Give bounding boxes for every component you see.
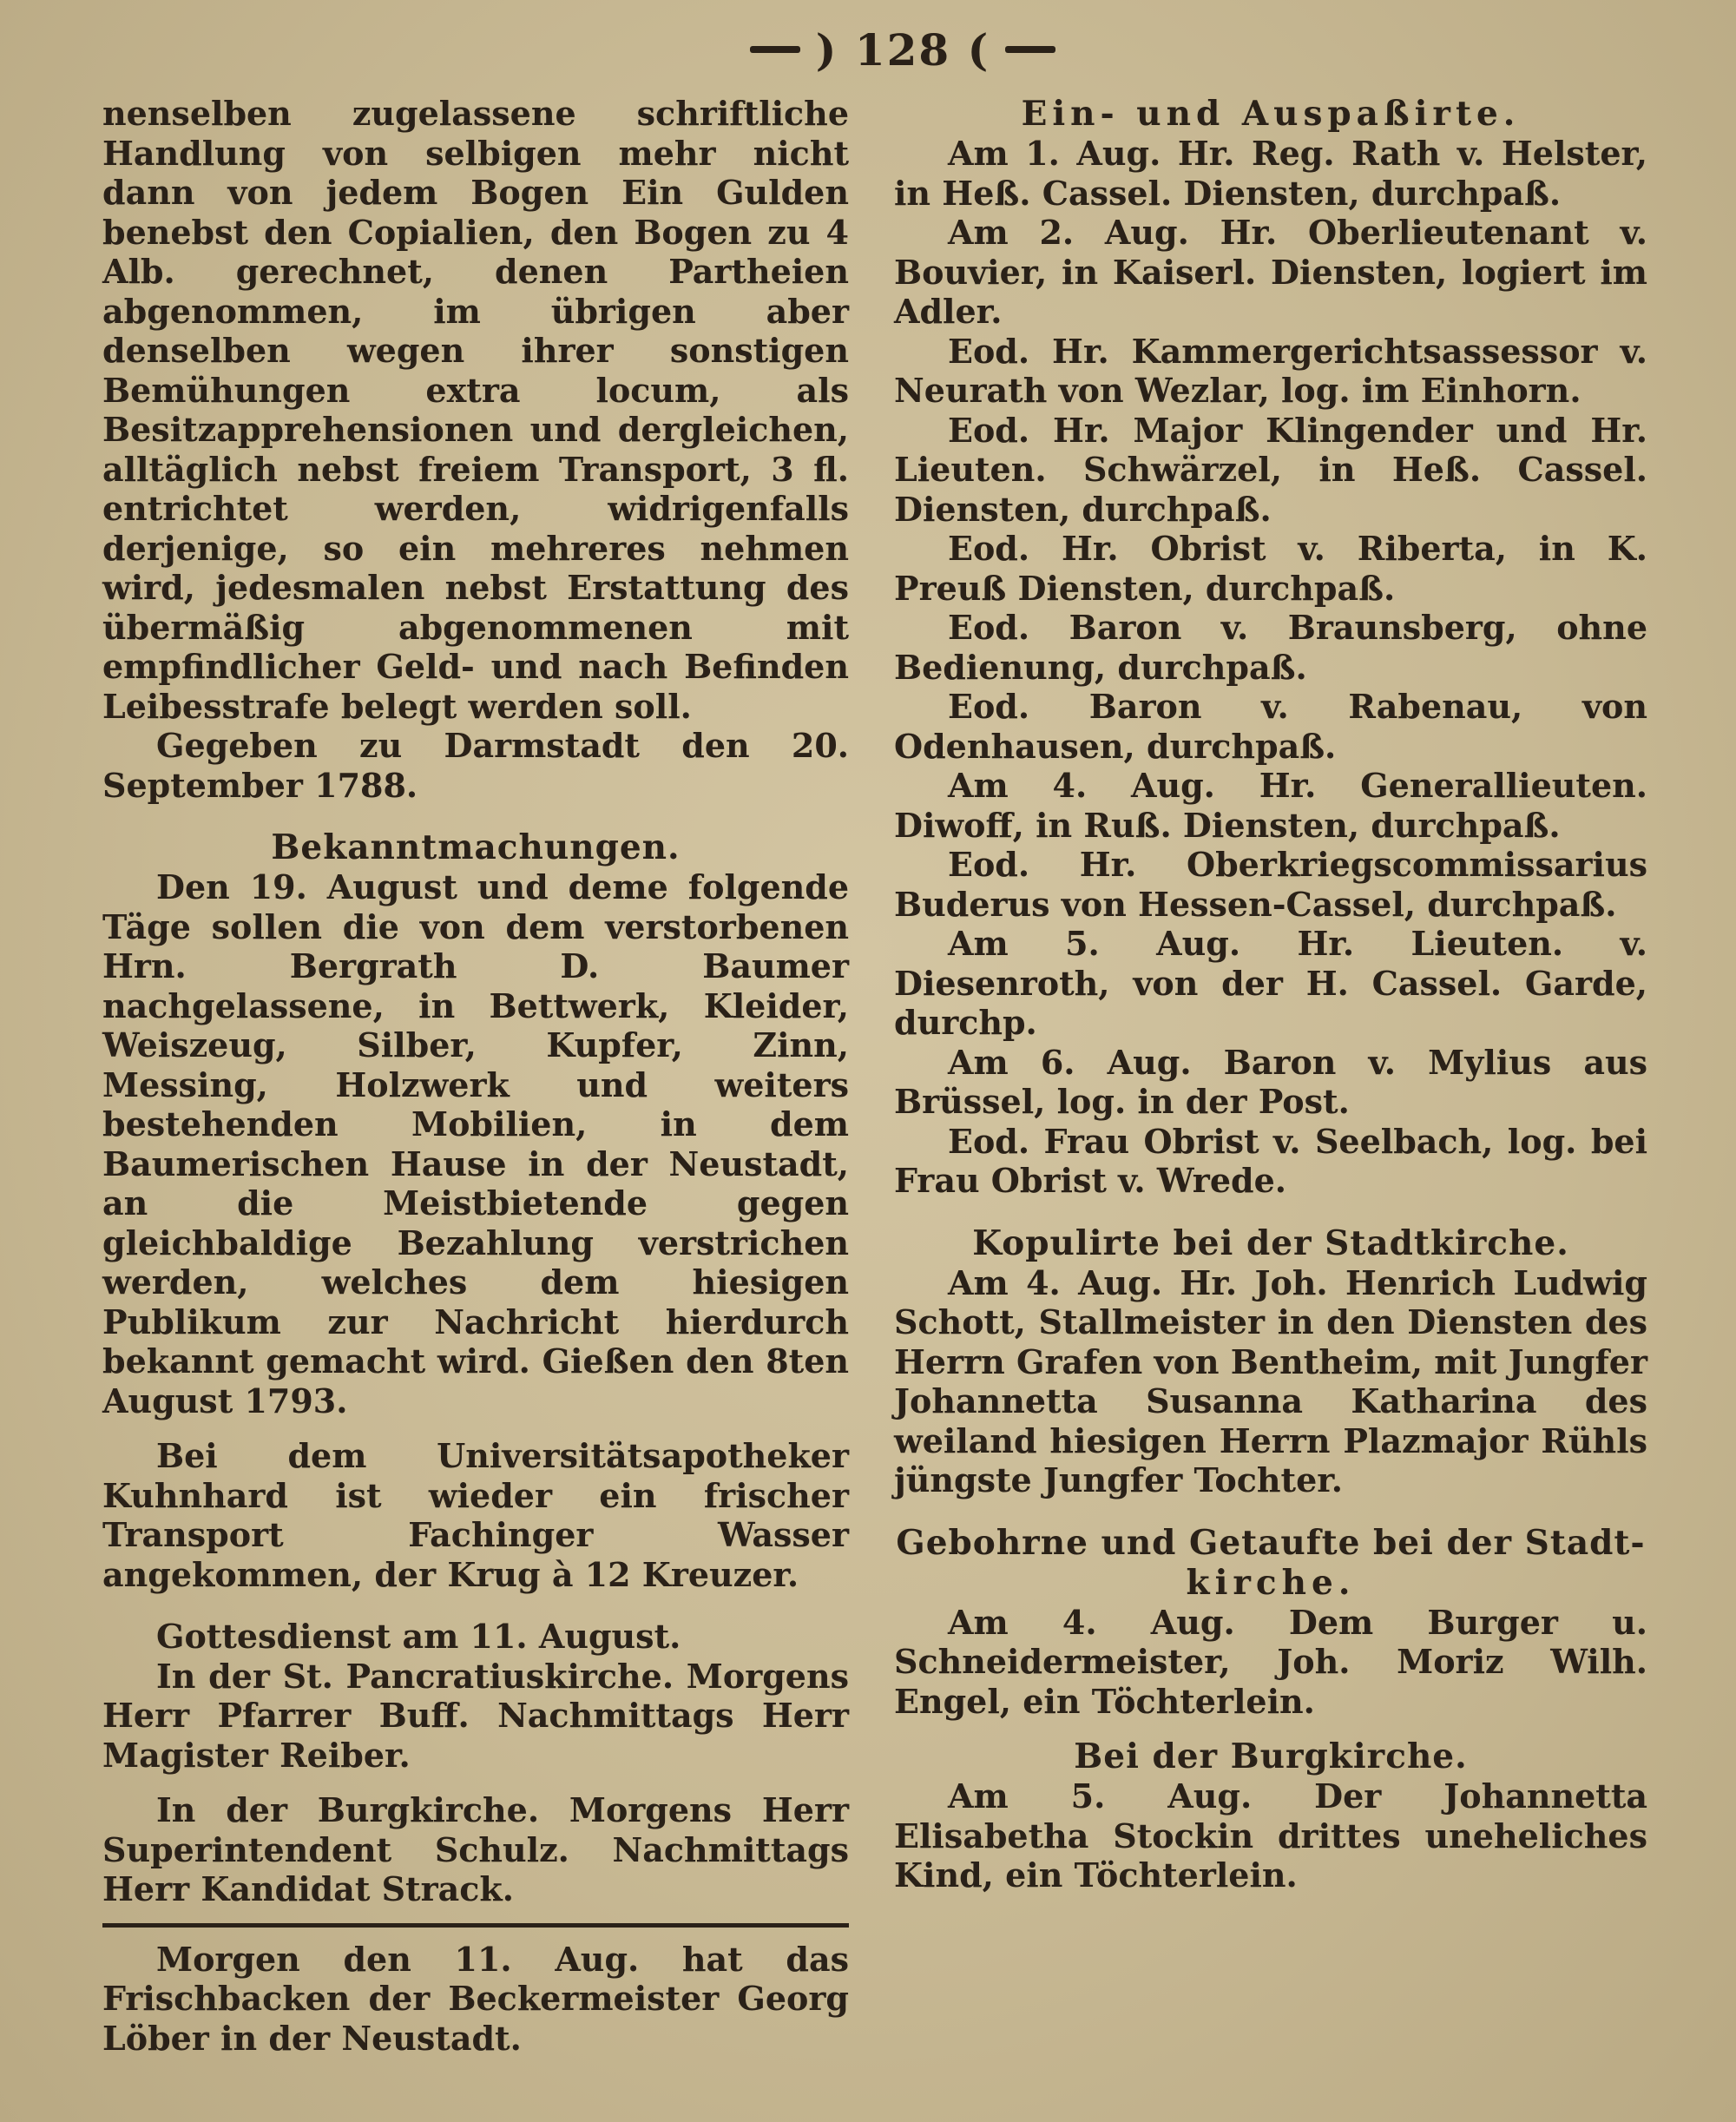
header-dash-left [750, 46, 800, 53]
traveller-entry: Eod. Baron v. Rabenau, von Odenhausen, durchpaß. [894, 687, 1647, 766]
traveller-entry: Eod. Hr. Major Klingender und Hr. Lieuten. Schwärzel, in Heß. Cassel. Diensten, durchpaß. [894, 410, 1647, 529]
ordinance-date: Gegeben zu Darmstadt den 20. September 1788. [102, 726, 849, 805]
births-heading-line2: kirche. [1186, 1562, 1356, 1603]
traveller-entry: Am 1. Aug. Hr. Reg. Rath v. Helster, in Heß. Cassel. Diensten, durchpaß. [894, 134, 1647, 213]
page-header [712, 19, 1094, 80]
traveller-entry: Am 5. Aug. Hr. Lieuten. v. Diesenroth, von der H. Cassel. Garde, durchp. [894, 924, 1647, 1042]
right-column [894, 94, 1647, 1895]
ordinance-continuation: nenselben zugelassene schriftliche Handlung von selbigen mehr nicht dann von jedem Bogen Ein Gulden benebst den Copialien, den Bogen zu 4 Alb. gerechnet, denen Partheien abgenommen, im übrigen aber denselben wegen ihrer sonstigen Bemühungen extra locum, als Besitzapprehensionen und dergleichen, alltäglich nebst freiem Transport, 3 fl. entrichtet werden, widrigenfalls derjenige, so ein mehreres nehmen wird, jedesmalen nebst Erstattung des übermäßig abgenommenen mit empfindlicher Geld- und nach Befinden Leibesstrafe belegt werden soll. [102, 94, 849, 726]
married-heading: Kopulirte bei der Stadtkirche. [972, 1222, 1569, 1263]
estate-sale-notice: Den 19. August und deme folgende Täge sollen die von dem verstorbenen Hrn. Bergrath D. Baumer nachgelassene, in Bettwerk, Kleider, Weiszeug, Silber, Kupfer, Zinn, Messing, Holzwerk und weiters bestehenden Mobilien, in dem Baumerischen Hause in der Neustadt, an die Meistbietende gegen gleichbaldige Bezahlung verstrichen werden, welches dem hiesigen Publikum zur Nachricht hierdurch bekannt gemacht wird. Gießen den 8ten August 1793. [102, 867, 849, 1420]
traveller-entry: Am 6. Aug. Baron v. Mylius aus Brüssel, log. in der Post. [894, 1042, 1647, 1121]
left-column [102, 94, 849, 2058]
traveller-entry: Eod. Baron v. Braunsberg, ohne Bedienung, durchpaß. [894, 608, 1647, 687]
announcements-heading: Bekanntmachungen. [271, 827, 681, 867]
pancratius-service: In der St. Pancratiuskirche. Morgens Herr Pfarrer Buff. Nachmittags Herr Magister Reiber. [102, 1656, 849, 1775]
section-divider [102, 1923, 849, 1928]
traveller-entry: Eod. Hr. Obrist v. Riberta, in K. Preuß Diensten, durchpaß. [894, 529, 1647, 608]
bakery-notice: Morgen den 11. Aug. hat das Frischbacken der Beckermeister Georg Löber in der Neustadt. [102, 1939, 849, 2058]
traveller-entry: Eod. Frau Obrist v. Seelbach, log. bei Frau Obrist v. Wrede. [894, 1121, 1647, 1200]
traveller-entry: Am 2. Aug. Hr. Oberlieutenant v. Bouvier, in Kaiserl. Diensten, logiert im Adler. [894, 213, 1647, 331]
traveller-entry: Eod. Hr. Oberkriegscommissarius Buderus von Hessen-Cassel, durchpaß. [894, 845, 1647, 924]
burgkirche-births-heading: Bei der Burgkirche. [1074, 1736, 1468, 1776]
burgkirche-service: In der Burgkirche. Morgens Herr Superintendent Schulz. Nachmittags Herr Kandidat Strack. [102, 1790, 849, 1908]
header-dash-right [1005, 46, 1055, 53]
page-number: ) 128 ( [815, 23, 990, 76]
birth-entry: Am 4. Aug. Dem Burger u. Schneidermeister, Joh. Moriz Wilh. Engel, ein Töchterlein. [894, 1602, 1647, 1721]
traveller-entry: Am 4. Aug. Hr. Generallieuten. Diwoff, in Ruß. Diensten, durchpaß. [894, 766, 1647, 845]
birth-entry: Am 5. Aug. Der Johannetta Elisabetha Stockin drittes uneheliches Kind, ein Töchterlein. [894, 1776, 1647, 1895]
marriage-entry: Am 4. Aug. Hr. Joh. Henrich Ludwig Schott, Stallmeister in den Diensten des Herrn Grafen von Bentheim, mit Jungfer Johannetta Susanna Katharina des weiland hiesigen Herrn Plazmajor Rühls jüngste Jungfer Tochter. [894, 1262, 1647, 1499]
church-service-heading: Gottesdienst am 11. August. [156, 1617, 681, 1656]
travellers-heading: Ein- und Auspaßirte. [1021, 94, 1521, 134]
traveller-entry: Eod. Hr. Kammergerichtsassessor v. Neurath von Wezlar, log. im Einhorn. [894, 331, 1647, 410]
mineral-water-notice: Bei dem Universitätsapotheker Kuhnhard ist wieder ein frischer Transport Fachinger Wasser angekommen, der Krug à 12 Kreuzer. [102, 1436, 849, 1594]
births-heading-line1: Gebohrne und Getaufte bei der Stadt- [896, 1522, 1646, 1563]
